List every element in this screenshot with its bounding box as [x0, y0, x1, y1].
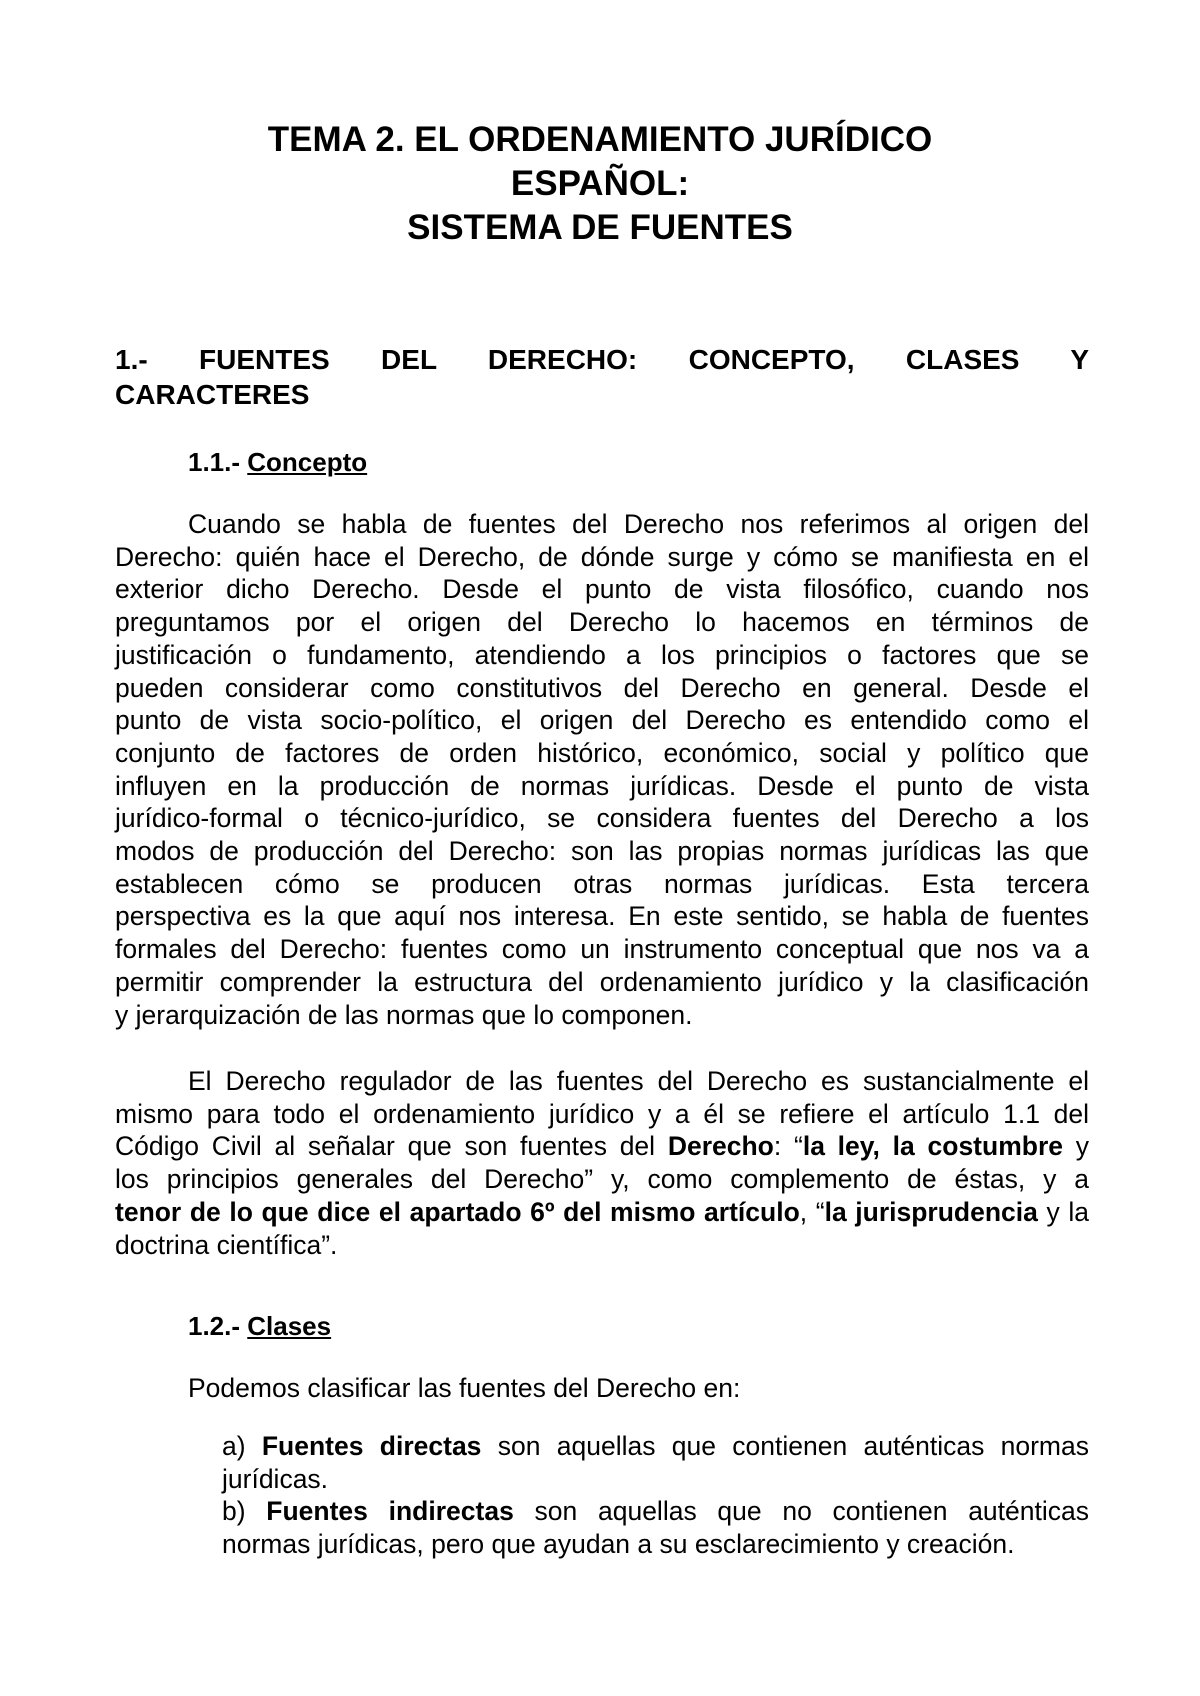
paragraph-line: influyen en la producción de normas jurídicas. Desde el punto de vista: [115, 770, 1089, 801]
title-line-1: TEMA 2. EL ORDENAMIENTO JURÍDICO: [267, 120, 933, 159]
list-item-a-line-2: jurídicas.: [222, 1463, 329, 1494]
text-run: son aquellas que no contienen auténticas: [513, 1496, 1089, 1527]
section-1-heading: [115, 342, 1089, 412]
bold-text-run: tenor de lo que dice el apartado 6º del mismo artículo: [115, 1196, 800, 1227]
paragraph-line: doctrina científica”.: [115, 1229, 338, 1260]
text-run: y: [1063, 1131, 1090, 1162]
paragraph-line: mismo para todo el ordenamiento jurídico y a él se refiere el artículo 1.1 del: [115, 1098, 1089, 1129]
paragraph-line: preguntamos por el origen del Derecho lo hacemos en términos de: [115, 607, 1089, 638]
subsection-1-2-heading: [188, 1310, 331, 1342]
paragraph-line: Derecho: quién hace el Derecho, de dónde surge y cómo se manifiesta en el: [115, 541, 1089, 572]
list-term: Fuentes indirectas: [266, 1496, 514, 1527]
list-marker: a): [222, 1431, 262, 1461]
text-run: : “: [773, 1131, 803, 1162]
paragraph-line: conjunto de factores de orden histórico, económico, social y político que: [115, 737, 1089, 768]
subsection-1-2-label: Clases: [247, 1311, 332, 1341]
subsection-1-1-number: 1.1.-: [188, 447, 248, 477]
paragraph-line: modos de producción del Derecho: son las propias normas jurídicas las que: [115, 836, 1089, 867]
paragraph-line: justificación o fundamento, atendiendo a los principios o factores que se: [115, 639, 1089, 670]
paragraph-line: [115, 1196, 1089, 1229]
list-term: Fuentes directas: [261, 1431, 482, 1461]
text-run: son aquellas que contienen auténticas normas: [481, 1431, 1089, 1461]
paragraph-line: El Derecho regulador de las fuentes del Derecho es sustancialmente el: [188, 1066, 1089, 1096]
title-line-3: SISTEMA DE FUENTES: [407, 208, 793, 247]
list-item-b-line-2: normas jurídicas, pero que ayudan a su esclarecimiento y creación.: [222, 1529, 1015, 1560]
section-1-heading-line-2: CARACTERES: [115, 379, 310, 410]
paragraph-line: formales del Derecho: fuentes como un instrumento conceptual que nos va a: [115, 934, 1089, 965]
paragraph-line: punto de vista socio-político, el origen del Derecho es entendido como el: [115, 705, 1089, 736]
clases-list: [222, 1430, 1089, 1561]
text-run: Código Civil al señalar que son fuentes del: [115, 1131, 668, 1162]
clases-intro: Podemos clasificar las fuentes del Derecho en:: [188, 1373, 741, 1403]
paragraph-line: perspectiva es la que aquí nos interesa. En este sentido, se habla de fuentes: [115, 901, 1089, 932]
paragraph-line: exterior dicho Derecho. Desde el punto de vista filosófico, cuando nos: [115, 574, 1089, 605]
paragraph-line: los principios generales del Derecho” y, como complemento de éstas, y a: [115, 1164, 1089, 1195]
paragraph-line: Cuando se habla de fuentes del Derecho nos referimos al origen del: [188, 509, 1089, 539]
paragraph-line: y jerarquización de las normas que lo componen.: [115, 999, 693, 1030]
bold-text-run: Derecho: [667, 1131, 774, 1162]
text-run: y la: [1037, 1196, 1089, 1227]
subsection-1-1-heading: [188, 446, 367, 478]
list-item-a-line-1: [222, 1430, 1089, 1463]
paragraph-regulador: [115, 1065, 1089, 1261]
list-marker: b): [222, 1496, 267, 1527]
bold-text-run: la ley, la costumbre: [802, 1131, 1063, 1162]
paragraph-line: permitir comprender la estructura del ordenamiento jurídico y la clasificación: [115, 966, 1089, 997]
subsection-1-2-number: 1.2.-: [188, 1311, 248, 1341]
paragraph-line: pueden considerar como constitutivos del Derecho en general. Desde el: [115, 672, 1089, 703]
paragraph-line: establecen cómo se producen otras normas jurídicas. Esta tercera: [115, 868, 1089, 899]
section-1-heading-line-1: 1.- FUENTES DEL DERECHO: CONCEPTO, CLASES Y: [115, 344, 1089, 375]
list-item-b-line-1: [222, 1495, 1089, 1528]
paragraph-line: [115, 1130, 1089, 1163]
subsection-1-1-label: Concepto: [247, 447, 368, 477]
paragraph-line: jurídico-formal o técnico-jurídico, se considera fuentes del Derecho a los: [115, 803, 1089, 834]
paragraph-concepto: [115, 508, 1089, 1031]
text-run: , “: [799, 1196, 825, 1227]
title-line-2: ESPAÑOL:: [510, 164, 690, 203]
document-title: [0, 118, 1200, 250]
bold-text-run: la jurisprudencia: [824, 1196, 1038, 1227]
